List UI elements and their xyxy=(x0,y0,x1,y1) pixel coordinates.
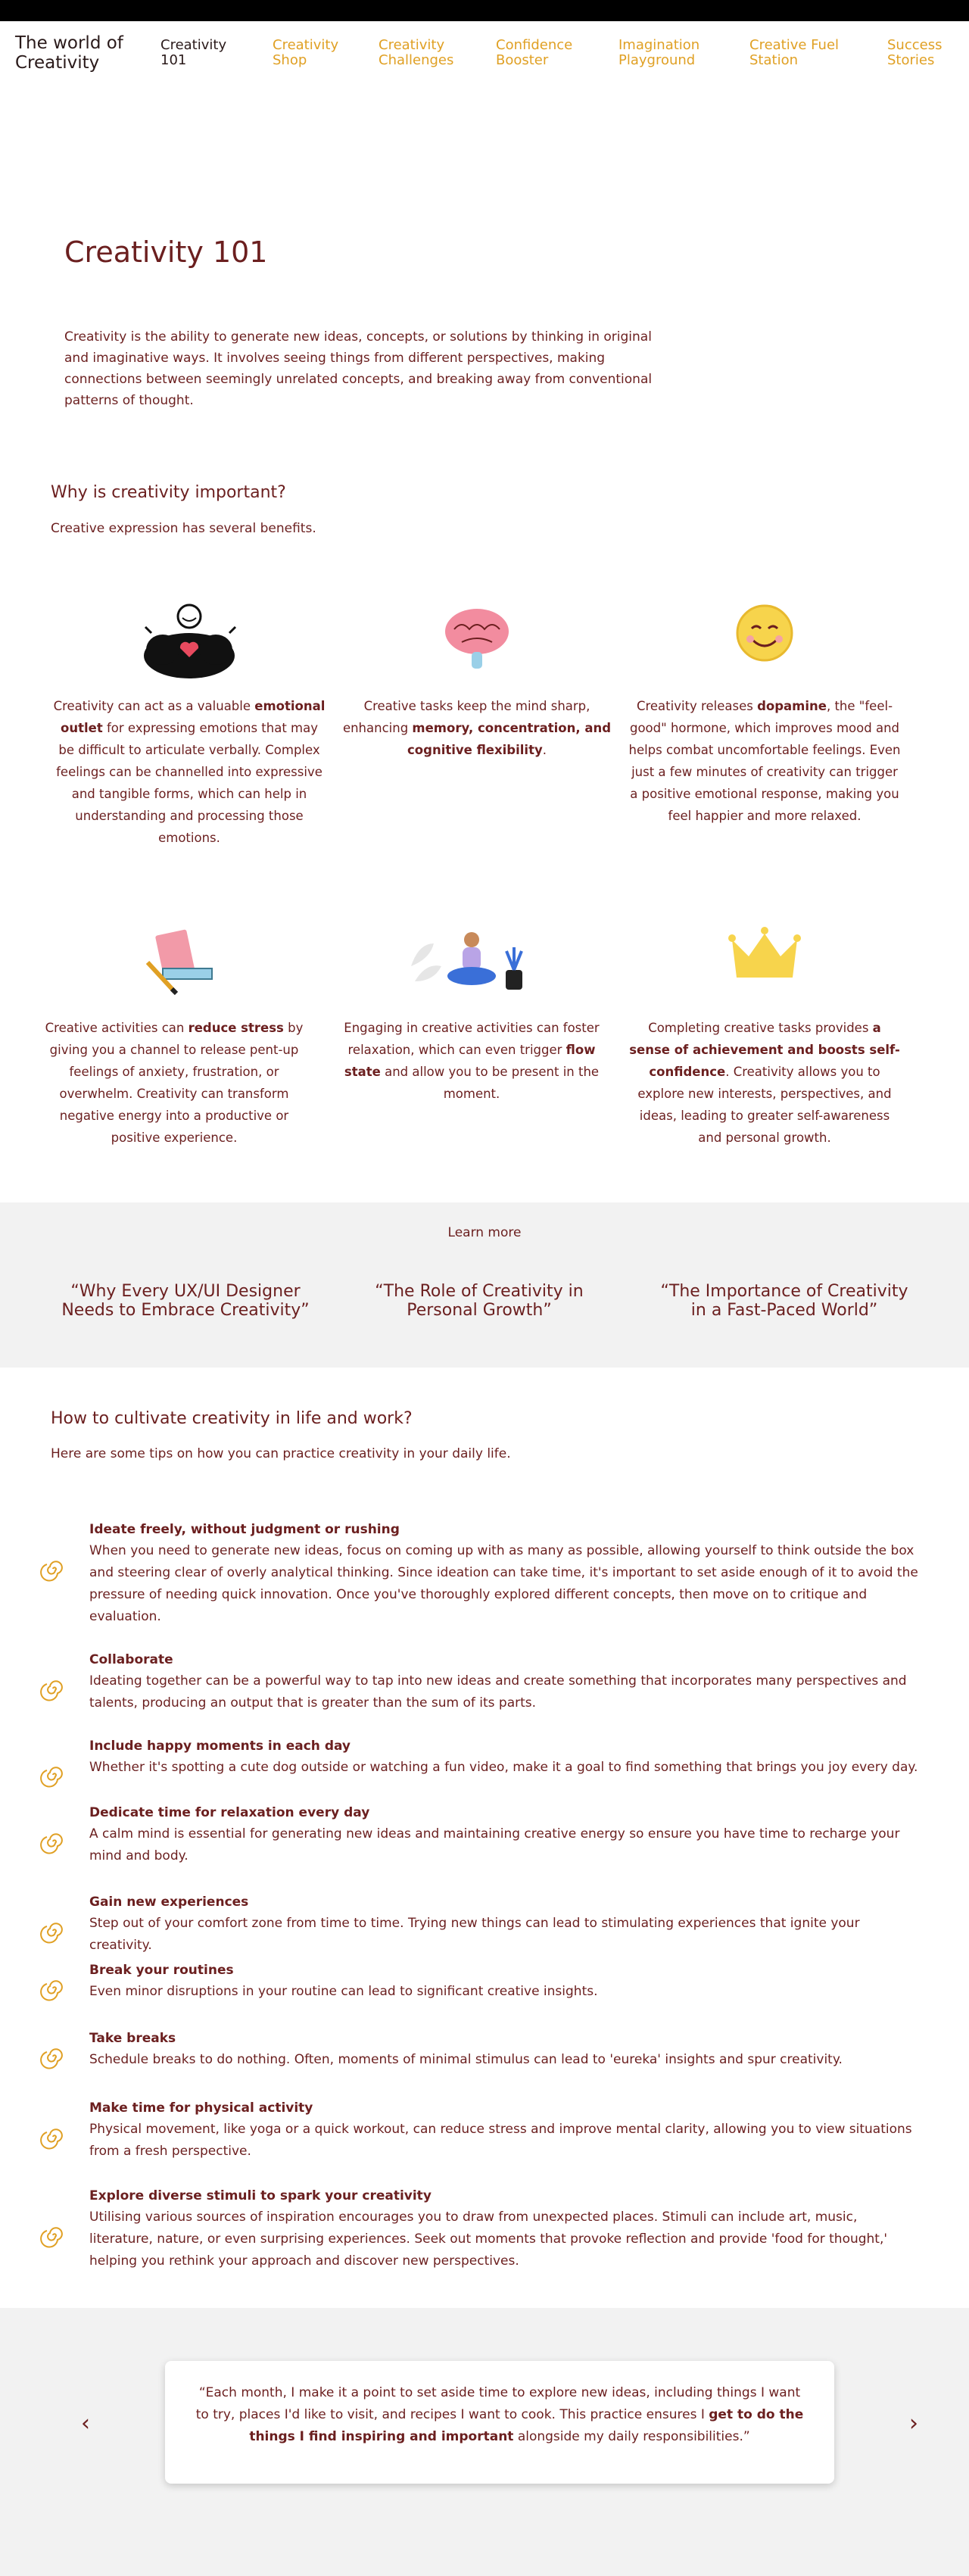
site-header xyxy=(0,21,969,111)
spiral-icon xyxy=(39,1828,67,1855)
spiral-icon xyxy=(39,1761,67,1789)
intro-paragraph: Creativity is the ability to generate new ideas, concepts, or solutions by thinking in original and imaginative ways. It involves seeing things from different perspectives, making connections between seemingly unrelated concepts, and breaking away from conventional patterns of thought. xyxy=(64,329,653,408)
tip-item xyxy=(89,1891,922,1957)
card-text-pre: Creativity releases xyxy=(636,699,758,713)
tip-title: Gain new experiences xyxy=(89,1895,249,1910)
testimonial-text-bold: get to do the things I find inspiring and important xyxy=(249,2407,804,2444)
hero-section xyxy=(0,111,969,459)
spiral-icon xyxy=(39,1555,67,1583)
benefit-card-flow-state xyxy=(335,917,608,1105)
card-text-bold: emotional outlet xyxy=(61,699,326,735)
spiral-icon xyxy=(39,1975,67,2002)
cultivate-title: How to cultivate creativity in life and work? xyxy=(51,1409,413,1428)
card-text-bold: a sense of achievement and boosts self-confidence xyxy=(629,1021,900,1079)
tip-item xyxy=(89,1649,922,1714)
card-text-post: for expressing emotions that may be difficult to articulate verbally. Complex feelings can be channelled into expressive and tangible forms, which can help in understanding and processing those emotions. xyxy=(56,721,322,845)
card-text-post: . Creativity allows you to explore new interests, perspectives, and ideas, leading to greater self-awareness and personal growth. xyxy=(637,1065,892,1145)
nav-imagination-playground[interactable]: Imagination Playground xyxy=(618,37,700,68)
card-text-pre: Creative activities can xyxy=(45,1021,189,1035)
carousel-next-button[interactable]: › xyxy=(909,2410,918,2437)
spiral-icon xyxy=(39,2043,67,2070)
crown-illustration xyxy=(708,917,821,1008)
card-text-bold: reduce stress xyxy=(188,1021,284,1035)
meditating-person-illustration xyxy=(400,917,544,1008)
smiley-face-illustration xyxy=(708,595,821,686)
spiral-icon xyxy=(39,1917,67,1944)
tip-text: Physical movement, like yoga or a quick workout, can reduce stress and improve mental clarity, allowing you to view situations from a fresh perspective. xyxy=(89,2122,912,2159)
nav-creative-fuel-station[interactable]: Creative Fuel Station xyxy=(749,37,840,68)
brain-illustration xyxy=(420,595,534,686)
card-text-pre: Creative tasks keep the mind sharp, enhancing xyxy=(342,699,590,735)
card-text-post: , the "feel-good" hormone, which improves mood and helps combat uncomfortable feelings. Even just a few minutes of creativity can trigger a positive emotional response, making you feel happier and more relaxed. xyxy=(628,699,901,823)
tip-title: Explore diverse stimuli to spark your creativity xyxy=(89,2188,432,2203)
nav-success-stories[interactable]: Success Stories xyxy=(887,37,943,68)
learn-more-label: Learn more xyxy=(447,1225,522,1240)
spiral-icon xyxy=(39,1675,67,1702)
tip-text: When you need to generate new ideas, focus on coming up with as many as possible, allowing yourself to think outside the box and steering clear of overly analytical thinking. Since ideation can take time, it's important to set aside enough of it to avoid the pressure of needing quick innovation. Once you've thoroughly explored different concepts, then move on to critique and evaluation. xyxy=(89,1543,918,1624)
cultivate-section xyxy=(0,1368,969,2308)
nav-confidence-booster[interactable]: Confidence Booster xyxy=(496,37,573,68)
card-text-bold: flow state xyxy=(344,1043,596,1079)
tip-text: Ideating together can be a powerful way to tap into new ideas and create something that incorporates many perspectives and talents, producing an output that is greater than the sum of its parts. xyxy=(89,1673,907,1711)
testimonial-section xyxy=(0,2308,969,2576)
notebook-pencil-illustration xyxy=(117,917,231,1008)
cultivate-subtitle: Here are some tips on how you can practice creativity in your daily life. xyxy=(51,1446,511,1461)
site-brand[interactable]: The world of Creativity xyxy=(15,33,123,73)
testimonial-text-post: alongside my daily responsibilities.” xyxy=(513,2429,750,2444)
benefit-card-dopamine xyxy=(628,595,901,827)
article-link-personal-growth[interactable]: “The Role of Creativity in Personal Growth” xyxy=(375,1282,584,1320)
card-text-post: . xyxy=(542,743,547,757)
tip-item xyxy=(89,1960,922,2003)
tip-item xyxy=(89,1736,922,1779)
tip-item xyxy=(89,2185,922,2272)
benefit-card-emotional-outlet xyxy=(53,595,326,849)
spiral-icon xyxy=(39,2123,67,2150)
tip-text: Even minor disruptions in your routine can lead to significant creative insights. xyxy=(89,1984,598,1999)
benefit-card-self-confidence xyxy=(628,917,901,1149)
nav-creativity-challenges[interactable]: Creativity Challenges xyxy=(379,37,454,68)
tip-title: Ideate freely, without judgment or rushing xyxy=(89,1522,400,1537)
why-title: Why is creativity important? xyxy=(51,483,286,502)
card-text-bold: memory, concentration, and cognitive flexibility xyxy=(407,721,612,757)
article-link-fast-paced-world[interactable]: “The Importance of Creativity in a Fast-Paced World” xyxy=(660,1282,908,1320)
tip-text: Whether it's spotting a cute dog outside or watching a fun video, make it a goal to find something that brings you joy every day. xyxy=(89,1760,918,1775)
testimonial-card xyxy=(165,2361,834,2484)
learn-more-section xyxy=(0,1202,969,1368)
card-text-post: by giving you a channel to release pent-up feelings of anxiety, frustration, or overwhelm. Creativity can transform negative energy into a productive or positive experience. xyxy=(49,1021,304,1145)
top-black-bar xyxy=(0,0,969,21)
why-subtitle: Creative expression has several benefits. xyxy=(51,521,316,536)
tip-text: Utilising various sources of inspiration encourages you to draw from unexpected places. Stimuli can include art, music, literature, nature, or even surprising experiences. Seek out moments that provoke reflection and provide 'food for thought,' helping you rethink your approach and discover new perspectives. xyxy=(89,2210,888,2269)
carousel-prev-button[interactable]: ‹ xyxy=(81,2410,90,2437)
card-text-pre: Creativity can act as a valuable xyxy=(53,699,255,713)
benefit-card-reduce-stress xyxy=(38,917,310,1149)
card-text-post: and allow you to be present in the moment. xyxy=(380,1065,600,1101)
tip-text: Step out of your comfort zone from time to time. Trying new things can lead to stimulating experiences that ignite your creativity. xyxy=(89,1916,860,1953)
tip-text: Schedule breaks to do nothing. Often, moments of minimal stimulus can lead to 'eureka' insights and spur creativity. xyxy=(89,2052,843,2067)
tip-item xyxy=(89,1519,922,1628)
tip-title: Dedicate time for relaxation every day xyxy=(89,1805,370,1820)
tip-title: Include happy moments in each day xyxy=(89,1739,351,1754)
benefit-card-mind-sharp xyxy=(341,595,613,761)
card-text-pre: Completing creative tasks provides xyxy=(648,1021,873,1035)
person-heart-illustration xyxy=(132,595,246,686)
tip-title: Collaborate xyxy=(89,1652,173,1667)
tip-title: Take breaks xyxy=(89,2031,176,2046)
card-text-bold: dopamine xyxy=(757,699,827,713)
why-section xyxy=(0,459,969,1216)
tip-item xyxy=(89,1802,922,1867)
main-nav xyxy=(0,38,969,76)
tip-item xyxy=(89,2097,922,2163)
tip-title: Break your routines xyxy=(89,1963,234,1978)
article-link-ux-ui-designer[interactable]: “Why Every UX/UI Designer Needs to Embrace Creativity” xyxy=(61,1282,310,1320)
tip-item xyxy=(89,2028,922,2071)
tip-title: Make time for physical activity xyxy=(89,2100,313,2116)
nav-creativity-shop[interactable]: Creativity Shop xyxy=(273,37,339,68)
nav-creativity-101[interactable]: Creativity 101 xyxy=(160,37,227,68)
spiral-icon xyxy=(39,2222,67,2249)
card-text-pre: Engaging in creative activities can foster relaxation, which can even trigger xyxy=(344,1021,600,1057)
page-title: Creativity 101 xyxy=(64,235,268,269)
testimonial-text-pre: “Each month, I make it a point to set aside time to explore new ideas, including things I want to try, places I'd like to visit, and recipes I want to cook. This practice ensures I xyxy=(195,2385,801,2422)
tip-text: A calm mind is essential for generating new ideas and maintaining creative energy so ensure you have time to recharge your mind and body. xyxy=(89,1826,900,1863)
